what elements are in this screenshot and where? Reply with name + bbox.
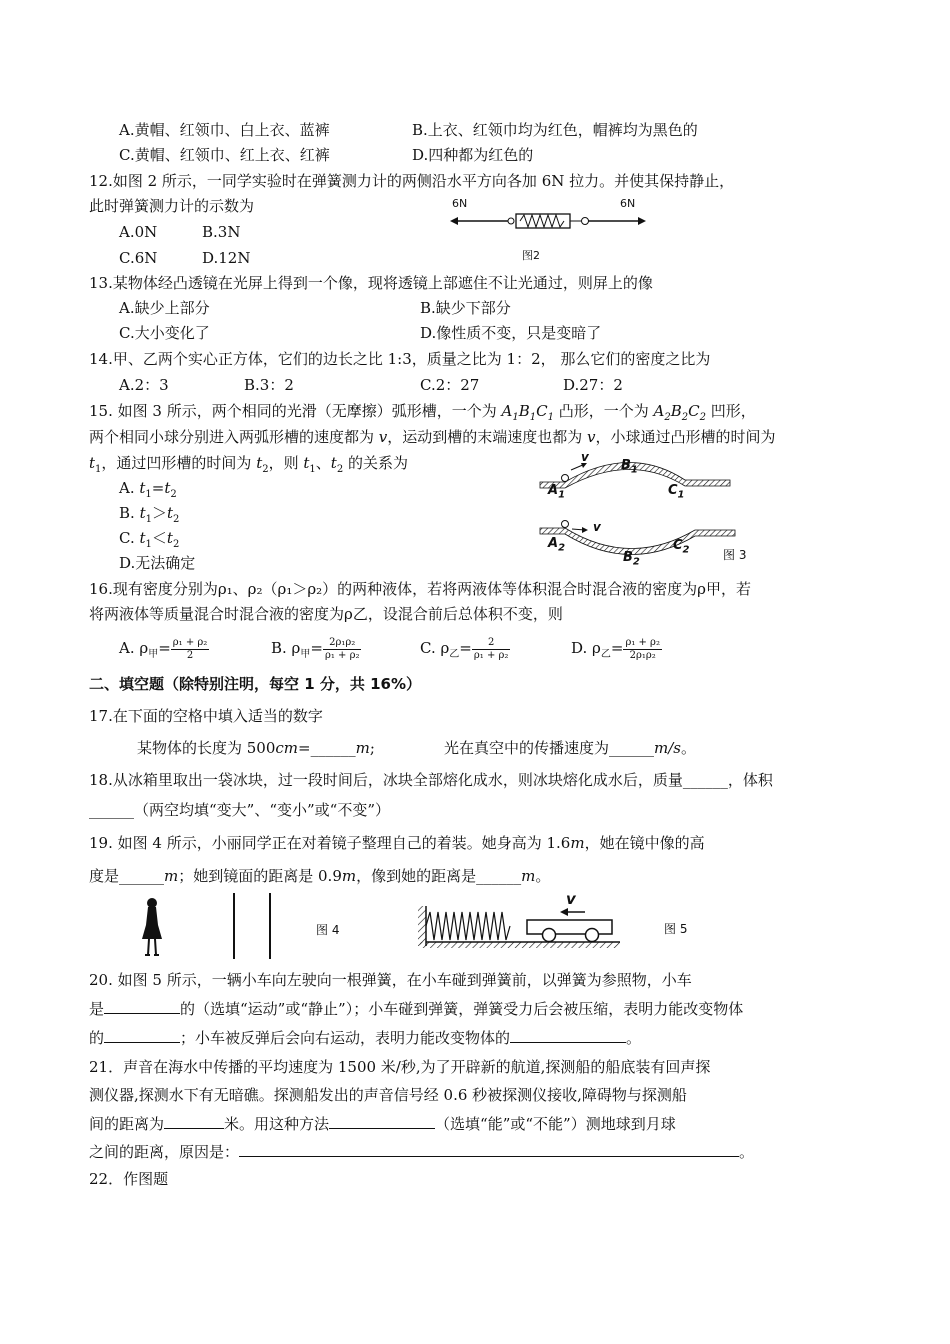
- q17-blank-1[interactable]: ______: [310, 739, 356, 757]
- q12-option-d: D.12N: [202, 249, 251, 267]
- q15-option-a: A. $t_1=t_2$: [119, 479, 177, 500]
- fig3-c1: $C_1$: [668, 483, 685, 501]
- q22-heading: 22．作图题: [89, 1170, 169, 1188]
- q17-part1: 某物体的长度为 500cm=______m;: [137, 739, 375, 757]
- q16-stem-line1: 16.现有密度分别为ρ₁、ρ₂（ρ₁＞ρ₂）的两种液体，若将两液体等体积混合时混合液的密度为ρ甲，若: [89, 580, 752, 598]
- q14-option-b: B.3：2: [244, 376, 294, 394]
- q20-blank-motion[interactable]: [104, 998, 180, 1014]
- q14-option-d: D.27：2: [563, 376, 623, 394]
- q11-option-c: C.黄帽、红领巾、红上衣、红裤: [119, 146, 330, 164]
- fig4-caption: 图 4: [316, 923, 340, 937]
- fig5-caption: 图 5: [664, 922, 688, 936]
- q21-line2: 测仪器,探测水下有无暗礁。探测船发出的声音信号经 0.6 秒被探测仪接收,障碍物与探测船: [89, 1086, 687, 1104]
- q16-stem-line2: 将两液体等质量混合时混合液的密度为ρ乙，设混合前后总体积不变，则: [89, 605, 563, 623]
- q12-option-c: C.6N: [119, 249, 158, 267]
- fig3-b2: $B_2$: [623, 550, 640, 568]
- q20-blank-shape[interactable]: [104, 1027, 180, 1043]
- q13-option-b: B.缺少下部分: [420, 299, 511, 317]
- q17-part2: 光在真空中的传播速度为______m/s。: [444, 739, 697, 757]
- fig3-a2: $A_2$: [548, 536, 566, 554]
- q18-blank-volume[interactable]: ______: [89, 801, 134, 819]
- q18-line1: 18.从冰箱里取出一袋冰块，过一段时间后，冰块全部熔化成水，则冰块熔化成水后，质量______，体积: [89, 771, 773, 789]
- q12-option-a: A.0N: [119, 223, 158, 241]
- q13-stem: 13.某物体经凸透镜在光屏上得到一个像，现将透镜上部遮住不让光通过，则屏上的像: [89, 274, 653, 292]
- q18-blank-mass[interactable]: ______: [682, 771, 728, 789]
- q13-option-d: D.像性质不变，只是变暗了: [420, 324, 602, 342]
- fig3-a1: $A_1$: [548, 483, 566, 501]
- figure-5-car-spring: [410, 890, 710, 950]
- fig2-caption: 图2: [522, 249, 540, 262]
- q19-line2: 度是______m；她到镜面的距离是 0.9m，像到她的距离是______m。: [89, 867, 551, 885]
- q16-option-d: D. $\rho_乙=$ $\frac{\text{ρ₁ + ρ₂}}{\text{2ρ₁ρ₂}}$: [571, 636, 660, 661]
- q19-blank-height[interactable]: ______: [119, 867, 165, 885]
- q21-line4: 之间的距离，原因是： 。: [89, 1143, 755, 1161]
- q12-stem-line2: 此时弹簧测力计的示数为: [89, 197, 255, 215]
- q20-blank-state[interactable]: [510, 1027, 626, 1043]
- q19-line1: 19. 如图 4 所示，小丽同学正在对着镜子整理自己的着装。她身高为 1.6m，她在镜中像的高: [89, 834, 705, 852]
- q12-option-b: B.3N: [202, 223, 241, 241]
- q11-option-a: A.黄帽、红领巾、白上衣、蓝裤: [119, 121, 330, 139]
- fig3-b1: $B_1$: [621, 458, 638, 476]
- q21-blank-reason[interactable]: [239, 1141, 739, 1157]
- q17-blank-2[interactable]: ______: [609, 739, 655, 757]
- q18-line2: ______（两空均填“变大”、“变小”或“不变”）: [89, 801, 391, 819]
- q11-option-d: D.四种都为红色的: [412, 146, 534, 164]
- q16-option-c: C. $\rho_乙=$ $\frac{2}{\text{ρ₁ + ρ₂}}$: [420, 636, 509, 661]
- q15-option-b: B. $t_1>t_2$: [119, 504, 180, 525]
- q15-stem-line2: 两个相同小球分别进入两弧形槽的速度都为 v，运动到槽的末端速度也都为 v，小球通过凸形槽的时间为: [89, 428, 776, 446]
- q21-blank-distance[interactable]: [164, 1113, 224, 1129]
- q20-line1: 20. 如图 5 所示，一辆小车向左驶向一根弹簧，在小车碰到弹簧前，以弹簧为参照物，小车: [89, 971, 692, 989]
- q15-option-d: D.无法确定: [119, 554, 196, 572]
- q11-option-b: B.上衣、红领巾均为红色，帽裤均为黑色的: [412, 121, 698, 139]
- q16-option-b: B. $\rho_甲=$ $\frac{\text{2ρ₁ρ₂}}{\text{ρ₁ + ρ₂}}$: [271, 636, 360, 661]
- q21-line1: 21．声音在海水中传播的平均速度为 1500 米/秒,为了开辟新的航道,探测船的船底装有回声探: [89, 1058, 711, 1076]
- q21-line3: 间的距离为 米。用这种方法 （选填“能”或“不能”）测地球到月球: [89, 1115, 676, 1133]
- q15-stem-line1: 15. 如图 3 所示，两个相同的光滑（无摩擦）弧形槽，一个为 $A_1B_1C_1$ 凸形，一个为 $A_2B_2C_2$ 凹形，: [89, 402, 756, 423]
- q14-stem: 14.甲、乙两个实心正方体，它们的边长之比 1:3，质量之比为 1：2， 那么它们的密度之比为: [89, 350, 711, 368]
- fig3-caption: 图 3: [723, 548, 747, 562]
- fig5-velocity-label: v: [566, 890, 576, 908]
- fig3-c2: $C_2$: [673, 538, 690, 556]
- q19-blank-distance[interactable]: ______: [476, 867, 522, 885]
- fig2-right-force: 6N: [620, 197, 636, 210]
- q21-blank-can[interactable]: [329, 1113, 435, 1129]
- q12-stem-line1: 12.如图 2 所示，一同学实验时在弹簧测力计的两侧沿水平方向各加 6N 拉力。并使其保持静止，: [89, 172, 735, 190]
- q17-stem: 17.在下面的空格中填入适当的数字: [89, 707, 323, 725]
- q20-line3: 的 ；小车被反弹后会向右运动，表明力能改变物体的 。: [89, 1029, 642, 1047]
- q15-stem-line3: $t_1$，通过凹形槽的时间为 $t_2$，则 $t_1$、$t_2$ 的关系为: [89, 454, 408, 475]
- figure-3-grooves: [535, 450, 765, 570]
- spring-scale-diagram: [448, 195, 648, 265]
- q13-option-c: C.大小变化了: [119, 324, 210, 342]
- q14-option-c: C.2：27: [420, 376, 480, 394]
- fig2-left-force: 6N: [452, 197, 468, 210]
- fig3-v2: v: [593, 520, 601, 534]
- q15-option-c: C. $t_1<t_2$: [119, 529, 180, 550]
- fig3-v1: v: [581, 450, 589, 464]
- figure-2-spring-scale: [448, 195, 648, 265]
- figure-4-mirror: [130, 893, 350, 963]
- q14-option-a: A.2：3: [119, 376, 169, 394]
- q13-option-a: A.缺少上部分: [119, 299, 210, 317]
- q20-line2: 是 的（选填“运动”或“静止”）；小车碰到弹簧，弹簧受力后会被压缩，表明力能改变物体: [89, 1000, 744, 1018]
- q16-option-a: A. $\rho_甲=$ $\frac{\text{ρ₁ + ρ₂}}{2}$: [119, 636, 208, 661]
- section-2-heading: 二、填空题（除特别注明，每空 1 分，共 16%）: [89, 675, 422, 693]
